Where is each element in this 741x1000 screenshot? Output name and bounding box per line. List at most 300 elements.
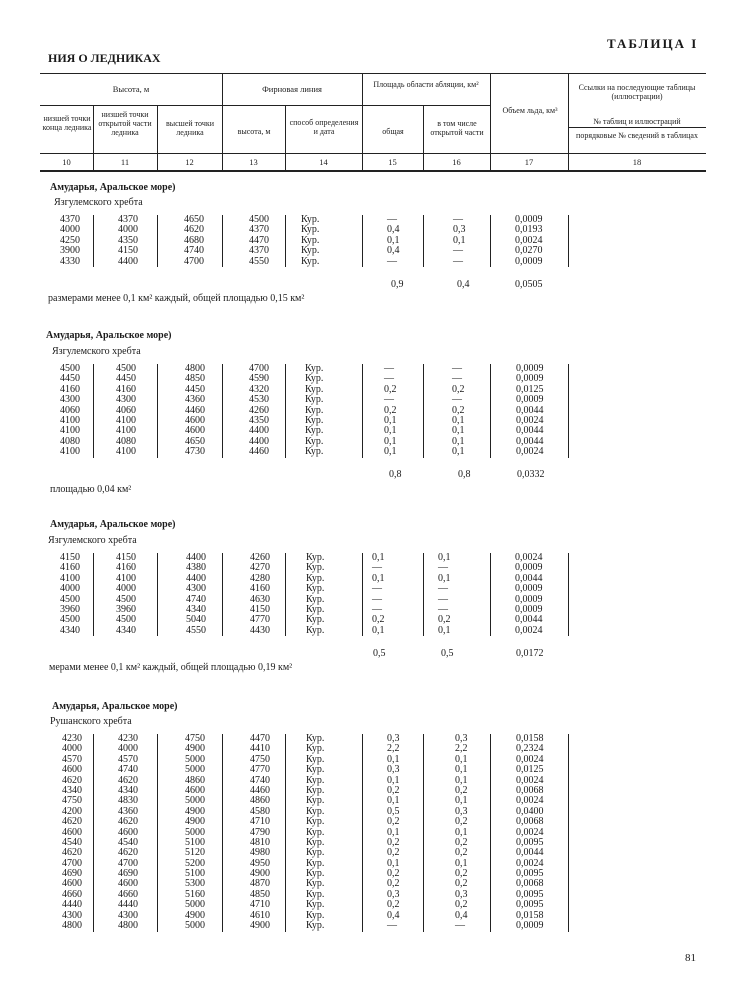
cell-open-low: 4230 bbox=[118, 733, 138, 744]
cell-ablation-total: 0,2 bbox=[387, 784, 400, 796]
cell-open-low: 4500 bbox=[116, 593, 136, 605]
cell-ablation-open: — bbox=[452, 363, 462, 374]
cell-firn-height: 4980 bbox=[250, 847, 270, 859]
cell-ice-volume: 0,0009 bbox=[516, 363, 544, 374]
col-number: 11 bbox=[120, 157, 130, 167]
cell-end-low: 4340 bbox=[60, 624, 80, 636]
cell-top-high: 4800 bbox=[185, 363, 205, 374]
cell-firn-height: 4370 bbox=[249, 224, 269, 236]
cell-top-high: 4450 bbox=[185, 383, 205, 395]
header-col-16: в том числе открытой части bbox=[430, 119, 484, 137]
table-row bbox=[0, 584, 741, 594]
cell-firn-height: 4710 bbox=[250, 816, 270, 828]
cell-ice-volume: 0,0068 bbox=[516, 878, 544, 890]
col-number: 12 bbox=[185, 157, 194, 167]
cell-firn-height: 4270 bbox=[250, 562, 270, 574]
cell-ablation-total: 0,2 bbox=[387, 847, 400, 859]
cell-end-low: 4800 bbox=[62, 920, 82, 932]
cell-top-high: 5000 bbox=[185, 795, 205, 807]
cell-top-high: 5100 bbox=[185, 868, 205, 880]
cell-method: Кур. bbox=[301, 214, 320, 225]
cell-ablation-open: 0,2 bbox=[455, 899, 468, 911]
cell-ablation-open: 0,1 bbox=[455, 774, 468, 786]
cell-firn-height: 4550 bbox=[249, 255, 269, 267]
cell-ablation-open: 0,4 bbox=[455, 909, 468, 921]
cell-ablation-open: 0,1 bbox=[438, 624, 451, 636]
section-note: площадью 0,04 км² bbox=[50, 484, 132, 495]
cell-top-high: 4740 bbox=[186, 593, 206, 605]
cell-firn-height: 4260 bbox=[249, 404, 269, 416]
table-row bbox=[0, 744, 741, 754]
cell-end-low: 4600 bbox=[62, 878, 82, 890]
cell-open-low: 4400 bbox=[118, 255, 138, 267]
cell-ablation-total: 0,1 bbox=[372, 624, 385, 636]
cell-open-low: 4350 bbox=[118, 234, 138, 246]
cell-top-high: 4750 bbox=[185, 733, 205, 744]
cell-method: Кур. bbox=[301, 245, 320, 257]
cell-ice-volume: 0,0125 bbox=[516, 764, 544, 776]
cell-open-low: 4830 bbox=[118, 795, 138, 807]
cell-firn-height: 4770 bbox=[250, 614, 270, 626]
cell-top-high: 4550 bbox=[186, 624, 206, 636]
column-rule bbox=[222, 364, 223, 458]
column-rule bbox=[568, 364, 569, 458]
header-col-15: общая bbox=[382, 127, 404, 136]
total-ablation: 0,5 bbox=[373, 648, 386, 659]
column-rule bbox=[490, 734, 491, 932]
cell-top-high: 5000 bbox=[185, 899, 205, 911]
header-col-12: высшей точки ледника bbox=[165, 119, 215, 137]
cell-top-high: 4600 bbox=[185, 414, 205, 426]
cell-firn-height: 4470 bbox=[250, 733, 270, 744]
cell-ice-volume: 0,0193 bbox=[515, 224, 543, 236]
cell-firn-height: 4770 bbox=[250, 764, 270, 776]
cell-end-low: 4620 bbox=[62, 816, 82, 828]
cell-firn-height: 4470 bbox=[249, 234, 269, 246]
cell-ablation-total: 0,1 bbox=[387, 795, 400, 807]
cell-ice-volume: 0,0009 bbox=[515, 562, 543, 574]
cell-ablation-open: — bbox=[452, 394, 462, 406]
cell-ablation-total: 0,1 bbox=[372, 572, 385, 584]
cell-ablation-open: 0,1 bbox=[455, 857, 468, 869]
table-row bbox=[0, 776, 741, 786]
cell-end-low: 4340 bbox=[62, 784, 82, 796]
cell-end-low: 4750 bbox=[62, 795, 82, 807]
table-title: ТАБЛИЦА I bbox=[607, 36, 699, 51]
col-number: 18 bbox=[632, 157, 642, 167]
cell-firn-height: 4460 bbox=[249, 446, 269, 458]
table-row bbox=[0, 734, 741, 744]
cell-ablation-total: — bbox=[372, 603, 382, 615]
cell-firn-height: 4400 bbox=[249, 425, 269, 437]
cell-method: Кур. bbox=[305, 404, 324, 416]
cell-method: Кур. bbox=[306, 552, 325, 563]
header-rule-height bbox=[40, 105, 222, 106]
col-sep bbox=[490, 73, 491, 170]
section-rows bbox=[0, 215, 741, 267]
column-rule bbox=[423, 364, 424, 458]
cell-ablation-total: 0,2 bbox=[384, 404, 397, 416]
cell-ablation-total: 0,1 bbox=[384, 446, 397, 458]
cell-top-high: 4650 bbox=[184, 214, 204, 225]
table-row bbox=[0, 911, 741, 921]
column-rule bbox=[568, 215, 569, 267]
cell-top-high: 4600 bbox=[185, 425, 205, 437]
cell-end-low: 3960 bbox=[60, 603, 80, 615]
cell-ablation-total: 0,1 bbox=[387, 826, 400, 838]
cell-firn-height: 4810 bbox=[250, 836, 270, 848]
cell-method: Кур. bbox=[306, 572, 325, 584]
cell-method: Кур. bbox=[306, 868, 325, 880]
cell-firn-height: 4950 bbox=[250, 857, 270, 869]
cell-method: Кур. bbox=[306, 826, 325, 838]
column-rule bbox=[93, 364, 94, 458]
header-col-14: способ определения и дата bbox=[289, 118, 359, 136]
cell-firn-height: 4900 bbox=[250, 868, 270, 880]
total-open: 0,8 bbox=[458, 469, 471, 480]
cell-ice-volume: 0,0009 bbox=[515, 583, 543, 595]
cell-method: Кур. bbox=[305, 435, 324, 447]
table-row bbox=[0, 848, 741, 858]
header-group-ablation: Площадь области абляции, км² bbox=[373, 80, 479, 89]
cell-ablation-open: 0,1 bbox=[455, 764, 468, 776]
cell-end-low: 4600 bbox=[62, 764, 82, 776]
cell-ice-volume: 0,0009 bbox=[516, 394, 544, 406]
cell-ablation-open: 0,1 bbox=[452, 425, 465, 437]
cell-end-low: 4000 bbox=[60, 224, 80, 236]
cell-method: Кур. bbox=[301, 224, 320, 236]
cell-ice-volume: 0,0095 bbox=[516, 836, 544, 848]
cell-method: Кур. bbox=[306, 743, 325, 755]
column-rule bbox=[157, 215, 158, 267]
cell-ablation-open: — bbox=[452, 373, 462, 385]
cell-open-low: 4100 bbox=[116, 425, 136, 437]
cell-firn-height: 4150 bbox=[250, 603, 270, 615]
column-rule bbox=[362, 734, 363, 932]
table-row bbox=[0, 395, 741, 405]
cell-open-low: 4340 bbox=[118, 784, 138, 796]
cell-firn-height: 4580 bbox=[250, 805, 270, 817]
cell-ice-volume: 0,0158 bbox=[516, 909, 544, 921]
table-row bbox=[0, 859, 741, 869]
cell-ice-volume: 0,0024 bbox=[516, 446, 544, 458]
table-row bbox=[0, 385, 741, 395]
cell-firn-height: 4740 bbox=[250, 774, 270, 786]
cell-ablation-open: 0,2 bbox=[455, 836, 468, 848]
cell-open-low: 4690 bbox=[118, 868, 138, 880]
cell-firn-height: 4700 bbox=[249, 363, 269, 374]
cell-method: Кур. bbox=[306, 920, 325, 932]
cell-ablation-total: 0,1 bbox=[387, 857, 400, 869]
column-rule bbox=[157, 553, 158, 636]
cell-ice-volume: 0,0158 bbox=[516, 733, 544, 744]
cell-open-low: 4060 bbox=[116, 404, 136, 416]
table-row bbox=[0, 574, 741, 584]
table-row bbox=[0, 215, 741, 225]
cell-end-low: 4060 bbox=[60, 404, 80, 416]
cell-ablation-total: 0,1 bbox=[384, 414, 397, 426]
section-title: Амударья, Аральское море) bbox=[50, 519, 176, 530]
table-row bbox=[0, 257, 741, 267]
cell-firn-height: 4860 bbox=[250, 795, 270, 807]
cell-open-low: 4700 bbox=[118, 857, 138, 869]
section-rows bbox=[0, 734, 741, 931]
header-col-18b: порядковые № сведений в таблицах bbox=[576, 131, 698, 140]
cell-ice-volume: 0,0024 bbox=[515, 552, 543, 563]
col-number: 13 bbox=[249, 157, 258, 167]
cell-top-high: 4600 bbox=[185, 784, 205, 796]
cell-ablation-total: — bbox=[384, 363, 394, 374]
cell-method: Кур. bbox=[306, 733, 325, 744]
cell-top-high: 4900 bbox=[185, 816, 205, 828]
cell-method: Кур. bbox=[306, 888, 325, 900]
cell-ablation-open: 0,1 bbox=[438, 572, 451, 584]
cell-ablation-total: — bbox=[387, 920, 397, 932]
header-group-height: Высота, м bbox=[112, 84, 150, 94]
cell-ablation-open: 0,3 bbox=[455, 733, 468, 744]
table-row bbox=[0, 626, 741, 636]
cell-open-low: 4620 bbox=[118, 774, 138, 786]
cell-ablation-open: 0,2 bbox=[455, 816, 468, 828]
cell-end-low: 4330 bbox=[60, 255, 80, 267]
cell-ablation-open: 0,1 bbox=[452, 435, 465, 447]
cell-open-low: 4600 bbox=[118, 878, 138, 890]
cell-ablation-open: 0,2 bbox=[455, 878, 468, 890]
table-row bbox=[0, 796, 741, 806]
cell-ablation-total: — bbox=[372, 562, 382, 574]
cell-open-low: 4100 bbox=[116, 414, 136, 426]
cell-ice-volume: 0,0009 bbox=[515, 214, 543, 225]
cell-top-high: 5000 bbox=[185, 920, 205, 932]
table-row bbox=[0, 364, 741, 374]
cell-ablation-open: 0,3 bbox=[455, 805, 468, 817]
cell-ice-volume: 0,0095 bbox=[516, 868, 544, 880]
cell-ice-volume: 0,0024 bbox=[516, 774, 544, 786]
cell-ice-volume: 0,0044 bbox=[516, 847, 544, 859]
cell-top-high: 4460 bbox=[185, 404, 205, 416]
cell-open-low: 4100 bbox=[116, 446, 136, 458]
cell-ablation-open: 0,1 bbox=[452, 446, 465, 458]
cell-ablation-total: 0,2 bbox=[387, 899, 400, 911]
cell-end-low: 4690 bbox=[62, 868, 82, 880]
column-rule bbox=[222, 734, 223, 932]
cell-firn-height: 4410 bbox=[250, 743, 270, 755]
cell-method: Кур. bbox=[306, 764, 325, 776]
total-ablation: 0,9 bbox=[391, 279, 404, 290]
table-row bbox=[0, 755, 741, 765]
cell-ablation-open: — bbox=[438, 603, 448, 615]
header-col-18a: № таблиц и иллюстраций bbox=[593, 117, 681, 126]
total-volume: 0,0332 bbox=[517, 469, 545, 480]
cell-ablation-open: — bbox=[453, 255, 463, 267]
page-heading: НИЯ О ЛЕДНИКАХ bbox=[48, 51, 161, 65]
header-col-11: низшей точки открытой части ледника bbox=[98, 110, 152, 137]
cell-end-low: 4100 bbox=[60, 446, 80, 458]
cell-firn-height: 4750 bbox=[250, 753, 270, 765]
cell-method: Кур. bbox=[306, 836, 325, 848]
header-group-firn: Фирновая линия bbox=[262, 84, 322, 94]
cell-method: Кур. bbox=[306, 603, 325, 615]
cell-method: Кур. bbox=[306, 878, 325, 890]
cell-firn-height: 4870 bbox=[250, 878, 270, 890]
header-group-volume: Объем льда, км³ bbox=[502, 106, 558, 115]
table-row bbox=[0, 416, 741, 426]
column-rule bbox=[490, 364, 491, 458]
cell-open-low: 4100 bbox=[116, 572, 136, 584]
cell-top-high: 5000 bbox=[185, 826, 205, 838]
cell-top-high: 5300 bbox=[185, 878, 205, 890]
cell-open-low: 4000 bbox=[118, 224, 138, 236]
cell-method: Кур. bbox=[306, 753, 325, 765]
cell-ablation-open: 0,3 bbox=[455, 888, 468, 900]
section-rows bbox=[0, 364, 741, 458]
cell-open-low: 4570 bbox=[118, 753, 138, 765]
cell-top-high: 4620 bbox=[184, 224, 204, 236]
cell-ablation-total: 2,2 bbox=[387, 743, 400, 755]
total-ablation: 0,8 bbox=[389, 469, 402, 480]
cell-firn-height: 4610 bbox=[250, 909, 270, 921]
cell-ablation-total: 0,2 bbox=[372, 614, 385, 626]
column-rule bbox=[222, 215, 223, 267]
cell-end-low: 4230 bbox=[62, 733, 82, 744]
table-row bbox=[0, 553, 741, 563]
cell-ice-volume: 0,0044 bbox=[515, 614, 543, 626]
cell-method: Кур. bbox=[306, 857, 325, 869]
column-rule bbox=[157, 364, 158, 458]
cell-method: Кур. bbox=[306, 899, 325, 911]
cell-ablation-total: 0,3 bbox=[387, 888, 400, 900]
cell-method: Кур. bbox=[306, 805, 325, 817]
cell-method: Кур. bbox=[305, 394, 324, 406]
cell-ice-volume: 0,0024 bbox=[516, 826, 544, 838]
table-row bbox=[0, 437, 741, 447]
cell-firn-height: 4350 bbox=[249, 414, 269, 426]
cell-end-low: 4080 bbox=[60, 435, 80, 447]
cell-end-low: 4660 bbox=[62, 888, 82, 900]
header-top-rule bbox=[40, 73, 706, 74]
cell-top-high: 4900 bbox=[185, 805, 205, 817]
table-row bbox=[0, 869, 741, 879]
cell-open-low: 4440 bbox=[118, 899, 138, 911]
table-row bbox=[0, 595, 741, 605]
table-row bbox=[0, 563, 741, 573]
cell-ablation-open: 0,3 bbox=[453, 224, 466, 236]
cell-firn-height: 4500 bbox=[249, 214, 269, 225]
cell-ablation-total: 0,2 bbox=[387, 868, 400, 880]
cell-top-high: 4380 bbox=[186, 562, 206, 574]
column-rule bbox=[285, 553, 286, 636]
cell-top-high: 4900 bbox=[185, 743, 205, 755]
cell-ice-volume: 0,0270 bbox=[515, 245, 543, 257]
cell-ablation-total: — bbox=[372, 593, 382, 605]
cell-ablation-open: 0,2 bbox=[452, 383, 465, 395]
cell-firn-height: 4160 bbox=[250, 583, 270, 595]
cell-ice-volume: 0,0068 bbox=[516, 816, 544, 828]
cell-top-high: 4400 bbox=[186, 572, 206, 584]
cell-end-low: 4160 bbox=[60, 383, 80, 395]
cell-ablation-open: — bbox=[453, 214, 463, 225]
cell-open-low: 4660 bbox=[118, 888, 138, 900]
table-row bbox=[0, 374, 741, 384]
cell-firn-height: 4430 bbox=[250, 624, 270, 636]
cell-ice-volume: 0,0400 bbox=[516, 805, 544, 817]
table-row bbox=[0, 807, 741, 817]
column-rule bbox=[423, 553, 424, 636]
cell-top-high: 4650 bbox=[185, 435, 205, 447]
cell-end-low: 4440 bbox=[62, 899, 82, 911]
cell-end-low: 4100 bbox=[60, 572, 80, 584]
column-rule bbox=[362, 364, 363, 458]
column-rule bbox=[285, 734, 286, 932]
table-row bbox=[0, 890, 741, 900]
column-rule bbox=[362, 553, 363, 636]
section-title: Амударья, Аральское море) bbox=[50, 182, 176, 193]
cell-ablation-total: 0,4 bbox=[387, 245, 400, 257]
cell-ablation-open: 2,2 bbox=[455, 743, 468, 755]
cell-firn-height: 4530 bbox=[249, 394, 269, 406]
cell-ablation-open: 0,2 bbox=[455, 868, 468, 880]
section-note: размерами менее 0,1 км² каждый, общей площадью 0,15 км² bbox=[48, 293, 305, 304]
column-rule bbox=[285, 364, 286, 458]
cell-ice-volume: 0,0009 bbox=[515, 603, 543, 615]
column-rule bbox=[285, 215, 286, 267]
table-row bbox=[0, 900, 741, 910]
section-title: Амударья, Аральское море) bbox=[46, 330, 172, 341]
header-group-refs: Ссылки на последующие таблицы (иллюстрации) bbox=[578, 83, 696, 101]
table-row bbox=[0, 246, 741, 256]
cell-method: Кур. bbox=[305, 425, 324, 437]
column-rule bbox=[490, 215, 491, 267]
cell-end-low: 4700 bbox=[62, 857, 82, 869]
cell-ablation-open: 0,1 bbox=[455, 795, 468, 807]
cell-ice-volume: 0,0024 bbox=[516, 857, 544, 869]
cell-ablation-open: — bbox=[453, 245, 463, 257]
cell-firn-height: 4850 bbox=[250, 888, 270, 900]
table-row bbox=[0, 817, 741, 827]
cell-method: Кур. bbox=[306, 847, 325, 859]
cell-method: Кур. bbox=[306, 774, 325, 786]
cell-open-low: 3960 bbox=[116, 603, 136, 615]
column-rule bbox=[423, 215, 424, 267]
cell-top-high: 5000 bbox=[185, 753, 205, 765]
cell-ice-volume: 0,0044 bbox=[516, 404, 544, 416]
cell-firn-height: 4590 bbox=[249, 373, 269, 385]
cell-top-high: 5120 bbox=[185, 847, 205, 859]
cell-top-high: 5160 bbox=[185, 888, 205, 900]
cell-open-low: 4620 bbox=[118, 847, 138, 859]
column-rule bbox=[568, 553, 569, 636]
cell-ablation-total: 0,2 bbox=[387, 878, 400, 890]
cell-ablation-total: 0,4 bbox=[387, 224, 400, 236]
cell-ablation-open: — bbox=[438, 583, 448, 595]
table-row bbox=[0, 406, 741, 416]
cell-ablation-total: 0,1 bbox=[387, 774, 400, 786]
section-title: Амударья, Аральское море) bbox=[52, 701, 178, 712]
cell-top-high: 4360 bbox=[185, 394, 205, 406]
cell-open-low: 4620 bbox=[118, 816, 138, 828]
total-open: 0,5 bbox=[441, 648, 454, 659]
cell-ablation-total: 0,3 bbox=[387, 764, 400, 776]
cell-top-high: 4740 bbox=[184, 245, 204, 257]
cell-ice-volume: 0,0044 bbox=[515, 572, 543, 584]
cell-ice-volume: 0,0044 bbox=[516, 425, 544, 437]
cell-open-low: 4360 bbox=[118, 805, 138, 817]
cell-method: Кур. bbox=[305, 363, 324, 374]
cell-ice-volume: 0,0095 bbox=[516, 888, 544, 900]
table-row bbox=[0, 765, 741, 775]
cell-top-high: 5100 bbox=[185, 836, 205, 848]
table-row bbox=[0, 225, 741, 235]
